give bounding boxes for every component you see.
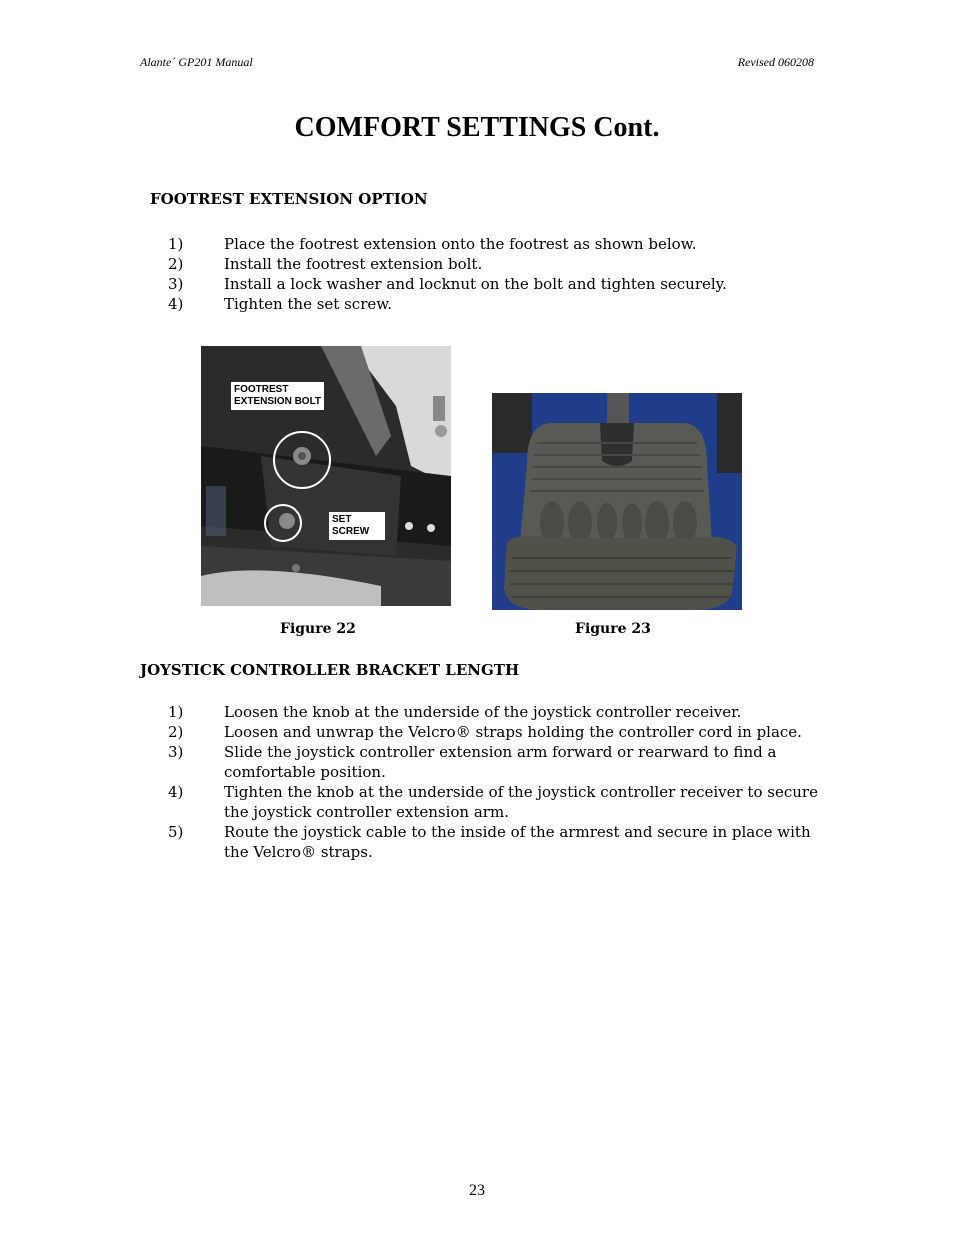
label-line: SCREW xyxy=(332,526,370,537)
section-heading-footrest: FOOTREST EXTENSION OPTION xyxy=(150,190,428,208)
list-item xyxy=(168,822,828,862)
step-text: Tighten the knob at the underside of the joystick controller receiver to secure the joystick controller extension arm. xyxy=(224,783,818,821)
step-text: Route the joystick cable to the inside of the armrest and secure in place with the Velcro® straps. xyxy=(224,823,811,861)
footrest-plate-illustration xyxy=(492,393,742,610)
step-text: Loosen and unwrap the Velcro® straps holding the controller cord in place. xyxy=(224,723,802,741)
step-number: 3) xyxy=(168,743,184,761)
label-line: EXTENSION BOLT xyxy=(234,396,322,407)
label-footrest-extension-bolt xyxy=(231,382,324,410)
step-text: Loosen the knob at the underside of the joystick controller receiver. xyxy=(224,703,742,721)
list-item xyxy=(168,274,828,294)
step-text: Slide the joystick controller extension arm forward or rearward to find a comfortable position. xyxy=(224,743,777,781)
step-number: 1) xyxy=(168,235,184,253)
label-set-screw xyxy=(329,512,385,540)
list-item xyxy=(168,782,828,822)
step-text: Place the footrest extension onto the footrest as shown below. xyxy=(224,235,697,253)
header-manual-title: Alante´ GP201 Manual xyxy=(140,55,253,69)
page-title: COMFORT SETTINGS Cont. xyxy=(294,112,660,143)
footrest-steps-list xyxy=(168,234,828,314)
section-heading-joystick: JOYSTICK CONTROLLER BRACKET LENGTH xyxy=(140,661,520,679)
figure-23-caption: Figure 23 xyxy=(575,621,651,637)
step-number: 5) xyxy=(168,823,184,841)
step-number: 1) xyxy=(168,703,184,721)
step-number: 2) xyxy=(168,723,184,741)
label-line: SET xyxy=(332,514,352,525)
step-number: 2) xyxy=(168,255,184,273)
step-number: 4) xyxy=(168,295,184,313)
list-item xyxy=(168,254,828,274)
page-number: 23 xyxy=(469,1182,485,1199)
figure-22-photo xyxy=(201,346,451,606)
header-revision: Revised 060208 xyxy=(737,55,814,69)
step-text: Install a lock washer and locknut on the bolt and tighten securely. xyxy=(224,275,727,293)
list-item xyxy=(168,722,828,742)
label-line: FOOTREST xyxy=(234,384,289,395)
step-number: 3) xyxy=(168,275,184,293)
list-item xyxy=(168,294,828,314)
list-item xyxy=(168,702,828,722)
step-text: Tighten the set screw. xyxy=(224,295,393,313)
step-number: 4) xyxy=(168,783,184,801)
list-item xyxy=(168,742,828,782)
figure-22-caption: Figure 22 xyxy=(280,621,356,637)
list-item xyxy=(168,234,828,254)
step-text: Install the footrest extension bolt. xyxy=(224,255,483,273)
joystick-steps-list xyxy=(168,702,828,862)
figure-23-photo xyxy=(492,393,742,610)
